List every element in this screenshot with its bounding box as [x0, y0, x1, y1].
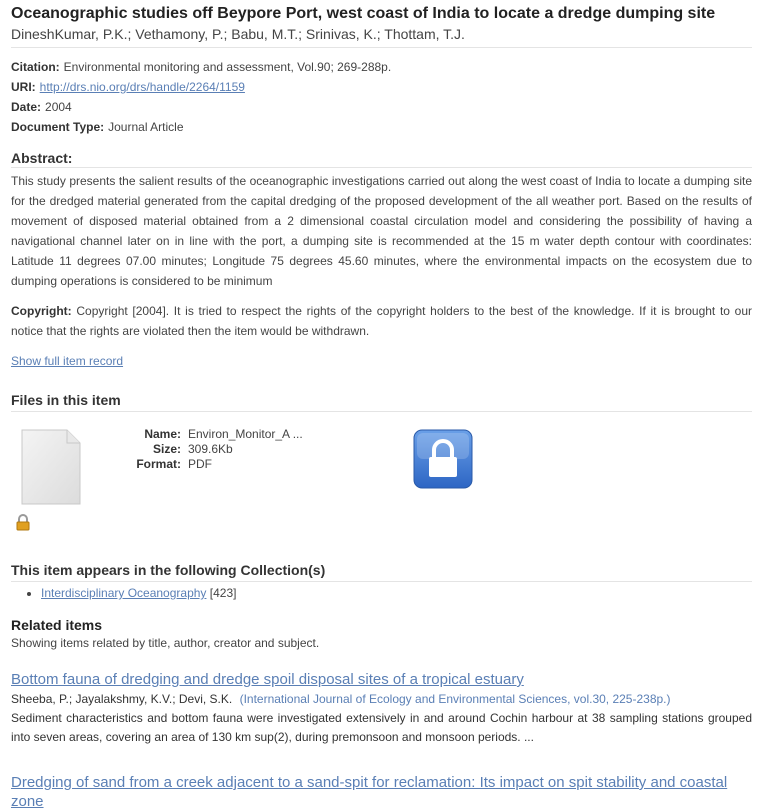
- copyright-text: Copyright [2004]. It is tried to respect the rights of the copyright holders to the best of the knowledge. If it is brought to our notice that the rights are violated then the item would be withdrawn.: [11, 304, 752, 338]
- divider: [11, 411, 752, 412]
- date-value: 2004: [45, 100, 72, 114]
- copyright-block: [11, 301, 752, 341]
- doctype-label: Document Type:: [11, 120, 105, 134]
- files-heading: Files in this item: [11, 392, 121, 408]
- file-format-value: PDF: [188, 457, 212, 471]
- citation-row: [11, 60, 391, 74]
- related-heading: Related items: [11, 617, 103, 633]
- related-item-authors: Sheeba, P.; Jayalakshmy, K.V.; Devi, S.K.: [11, 692, 233, 706]
- collection-count: [423]: [209, 586, 237, 600]
- collections-list: [11, 586, 236, 600]
- uri-label: URI:: [11, 80, 36, 94]
- collections-heading: This item appears in the following Collection(s): [11, 562, 326, 578]
- small-lock-icon: [15, 514, 31, 531]
- related-item-title[interactable]: Dredging of sand from a creek adjacent to a sand-spit for reclamation: Its impact on spit stability and coastal zone: [11, 774, 728, 810]
- collection-link[interactable]: Interdisciplinary Oceanography: [41, 586, 207, 600]
- doctype-row: [11, 120, 184, 134]
- item-title: Oceanographic studies off Beypore Port, west coast of India to locate a dredge dumping site: [11, 5, 716, 22]
- citation-label: Citation:: [11, 60, 60, 74]
- related-item-publication: (International Journal of Ecology and Environmental Sciences, vol.30, 225-238p.): [239, 692, 671, 706]
- date-label: Date:: [11, 100, 42, 114]
- file-name-value: Environ_Monitor_A ...: [188, 427, 303, 441]
- uri-link[interactable]: http://drs.nio.org/drs/handle/2264/1159: [39, 80, 245, 94]
- divider: [11, 581, 752, 582]
- file-format-label: Format:: [136, 457, 181, 471]
- citation-value: Environmental monitoring and assessment, Vol.90; 269-288p.: [63, 60, 392, 74]
- related-item-description: Sediment characteristics and bottom fauna were investigated extensively in and around Cochin harbour at 38 sampling stations grouped into seven areas, covering an area of 130 km sup(2), during premonsoon and monsoon periods. ...: [11, 711, 752, 744]
- abstract-text: This study presents the salient results of the oceanographic investigations carried out along the west coast of India to locate a dumping site for the dredged material generated from the capital dredging of the proposed development of the all weather port. Based on the results of movement of disposed material obtained from a 2 dimensional coastal circulation model and considering the possibility of having a navigational channel later on in line with the port, a dumping site is recommended at the 15 m water depth contour with coordinates: Latitude 11 degrees 07.00 minutes; Longitude 75 degrees 45.60 minutes, where the environmental impacts on the ecosystem due to dumping operations is considered to be minimum: [11, 174, 752, 288]
- access-lock-icon[interactable]: [413, 429, 473, 489]
- show-full-record-link[interactable]: Show full item record: [11, 354, 124, 368]
- item-authors: DineshKumar, P.K.; Vethamony, P.; Babu, M.T.; Srinivas, K.; Thottam, T.J.: [11, 26, 465, 42]
- uri-row: [11, 80, 245, 94]
- file-size-label: Size:: [152, 442, 181, 456]
- abstract-heading: Abstract:: [11, 150, 73, 166]
- related-subheading: Showing items related by title, author, creator and subject.: [11, 636, 320, 650]
- divider: [11, 47, 752, 48]
- copyright-label: Copyright:: [11, 304, 72, 318]
- list-item: [41, 586, 236, 600]
- related-item-title[interactable]: Bottom fauna of dredging and dredge spoil disposal sites of a tropical estuary: [11, 671, 524, 688]
- related-item-authors-row: [11, 692, 671, 706]
- file-info: [121, 427, 303, 472]
- file-name-label: Name:: [144, 427, 181, 441]
- file-size-value: 309.6Kb: [188, 442, 233, 456]
- doctype-value: Journal Article: [108, 120, 184, 134]
- divider: [11, 167, 752, 168]
- date-row: [11, 100, 72, 114]
- file-thumbnail-icon[interactable]: [21, 429, 81, 505]
